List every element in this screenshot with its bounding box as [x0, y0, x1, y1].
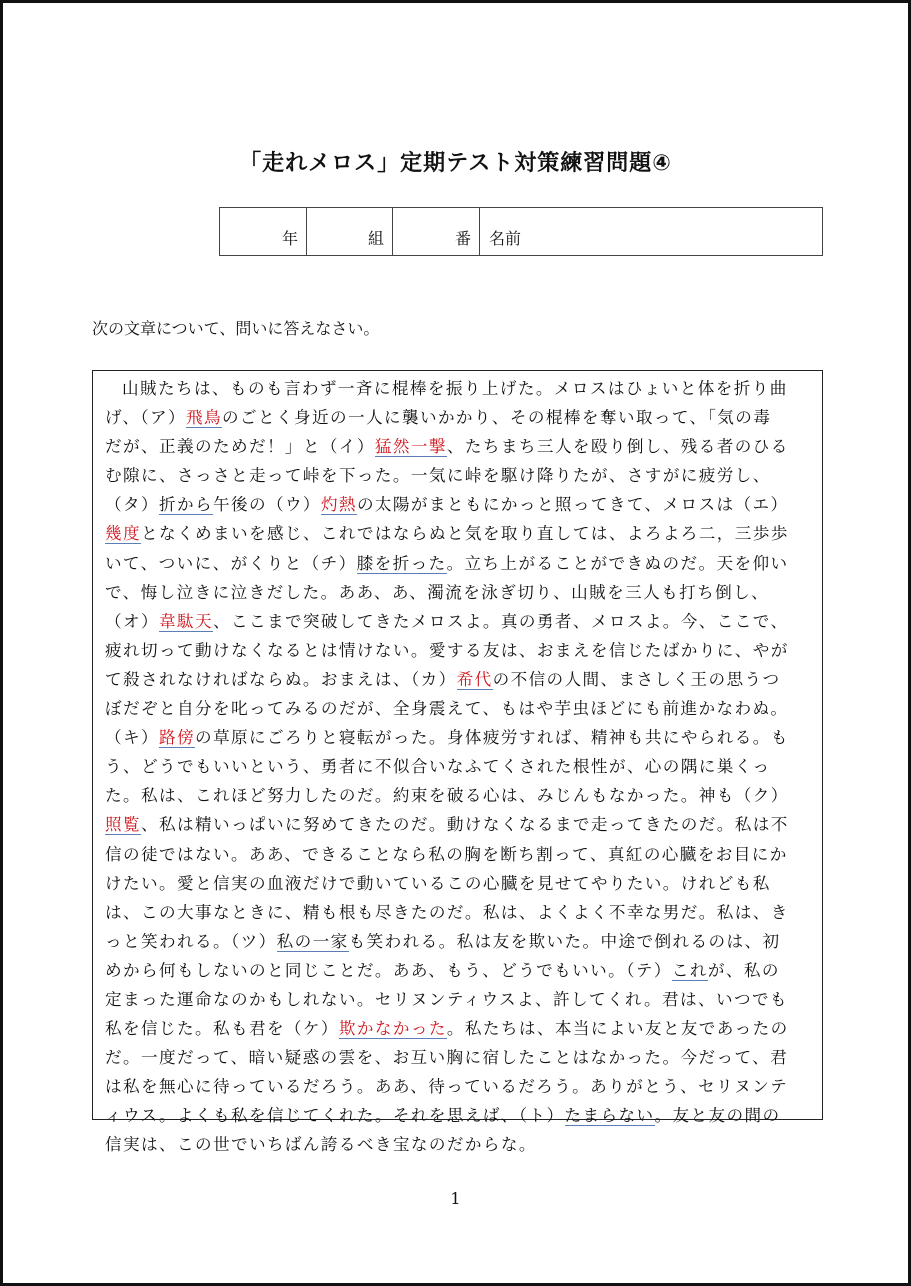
line-text: 。立ち上がることができぬのだ。天を仰い	[446, 553, 789, 573]
line-text: だが、正義のためだ！」と（イ）	[105, 437, 375, 457]
line-text: ぼだぞと自分を叱ってみるのだが、全身震えて、もはや芋虫ほどにも前進かなわぬ。	[105, 699, 789, 719]
passage-line	[105, 781, 810, 810]
term-ka: 希代	[456, 669, 493, 689]
class-cell[interactable]	[307, 208, 393, 255]
term-o: 韋駄天	[158, 611, 213, 631]
passage-line	[105, 869, 810, 898]
student-info-table	[219, 207, 823, 256]
passage-line	[105, 490, 810, 519]
passage-line	[105, 665, 810, 694]
year-cell[interactable]	[220, 208, 307, 255]
line-text: う、どうでもいいという、勇者に不似合いなふてくされた根性が、心の隅に巣くっ	[105, 757, 771, 777]
passage-line	[105, 461, 810, 490]
passage-line	[105, 403, 810, 432]
line-text: た。私は、これほど努力したのだ。約束を破る心は、みじんもなかった。神も（ク）	[105, 786, 789, 806]
line-text: 、たちまち三人を殴り倒し、残る者のひる	[446, 437, 789, 457]
line-text: 定まった運命なのかもしれない。セリヌンティウスよ、許してくれ。君は、いつでも	[105, 989, 788, 1009]
passage-text	[105, 374, 810, 1160]
passage-line	[105, 636, 810, 665]
year-label: 年	[281, 229, 298, 248]
passage-line	[105, 549, 810, 578]
passage-box	[92, 370, 823, 1155]
line-text: も笑われる。私は友を欺いた。中途で倒れるのは、初	[348, 931, 781, 951]
line-text: が、私の	[707, 960, 780, 980]
passage-line	[105, 1043, 810, 1072]
passage-line	[105, 840, 810, 869]
line-text: 、私は精いっぱいに努めてきたのだ。動けなくなるまで走ってきたのだ。私は不	[141, 815, 789, 835]
line-text: 疲れ切って動けなくなるとは情けない。愛する友は、おまえを信じたばかりに、やが	[105, 640, 789, 660]
term-u: 灼熱	[320, 495, 357, 515]
number-cell[interactable]	[393, 208, 480, 255]
name-label: 名前	[489, 229, 522, 248]
term-e: 幾度	[105, 524, 141, 544]
line-text: げ、（ア）	[105, 408, 187, 428]
term-ku: 照覧	[105, 815, 141, 835]
passage-line	[105, 956, 810, 985]
instruction-text: 次の文章について、問いに答えなさい。	[92, 319, 380, 338]
passage-line	[105, 1072, 810, 1101]
line-text: ィウス。よくも私を信じてくれた。それを思えば、（ト）	[105, 1106, 565, 1126]
line-text: の不信の人間、まさしく王の思うつ	[492, 669, 781, 689]
line-text: 信実は、この世でいちばん誇るべき宝なのだからな。	[105, 1135, 537, 1155]
line-text: は、この大事なときに、精も根も尽きたのだ。私は、よくよく不幸な男だ。私は、き	[105, 902, 789, 922]
phrase-tsu: 私の一家	[276, 931, 349, 951]
line-text: は私を無心に待っているだろう。ああ、待っているだろう。ありがとう、セリヌンテ	[105, 1077, 789, 1097]
line-text: 私を信じた。私も君を（ケ）	[105, 1019, 339, 1039]
line-text: の草原にごろりと寝転がった。身体疲労すれば、精神も共にやられる。も	[194, 728, 789, 748]
passage-line	[105, 519, 810, 548]
passage-line	[105, 1130, 810, 1159]
line-text: （キ）	[105, 728, 159, 748]
line-text: む隙に、さっさと走って峠を下った。一気に峠を駆け降りたが、さすがに疲労し、	[105, 466, 771, 486]
passage-line	[105, 374, 810, 403]
page-title: 「走れメロス」定期テスト対策練習問題④	[239, 151, 672, 176]
passage-line	[105, 1014, 810, 1043]
line-text: となくめまいを感じ、これではならぬと気を取り直しては、よろよろ二，三歩歩	[141, 524, 789, 544]
phrase-chi: 膝を折った	[356, 553, 447, 573]
passage-line	[105, 607, 810, 636]
passage-line	[105, 1101, 810, 1130]
phrase-to: たまらない	[564, 1106, 655, 1126]
line-text: めから何もしないのと同じことだ。ああ、もう、どうでもいい。（テ）	[105, 960, 672, 980]
passage-line	[105, 723, 810, 752]
number-label: 番	[454, 229, 471, 248]
line-text: いて、ついに、がくりと（チ）	[105, 553, 357, 573]
term-i: 猛然一撃	[374, 437, 447, 457]
line-text: の太陽がまともにかっと照ってきて、メロスは（エ）	[356, 495, 789, 515]
line-text: 山賊たちは、ものも言わず一斉に棍棒を振り上げた。メロスはひょいと体を折り曲	[122, 379, 788, 398]
line-text: のごとく身近の一人に襲いかかり、その棍棒を奪い取って、「気の毒	[222, 408, 772, 428]
term-ki: 路傍	[158, 728, 195, 748]
name-cell[interactable]	[480, 208, 822, 255]
line-text: 、ここまで突破してきたメロスよ。真の勇者、メロスよ。今、ここで、	[212, 611, 789, 631]
term-ke: 欺かなかった	[338, 1019, 447, 1039]
line-text: （オ）	[105, 611, 159, 631]
class-label: 組	[367, 229, 384, 248]
line-text: て殺されなければならぬ。おまえは、（カ）	[105, 669, 457, 689]
passage-line	[105, 578, 810, 607]
line-text: で、悔し泣きに泣きだした。ああ、あ、濁流を泳ぎ切り、山賊を三人も打ち倒し、	[105, 582, 770, 602]
passage-line	[105, 927, 810, 956]
passage-line	[105, 694, 810, 723]
line-text: 午後の（ウ）	[212, 495, 321, 515]
line-text: （タ）	[105, 495, 159, 515]
phrase-ta: 折から	[158, 495, 213, 515]
line-text: っと笑われる。（ツ）	[105, 931, 277, 951]
line-text: だ。一度だって、暗い疑惑の雲を、お互い胸に宿したことはなかった。今だって、君	[105, 1048, 789, 1068]
passage-line	[105, 432, 810, 461]
term-a: 飛鳥	[186, 408, 223, 428]
line-text: 。私たちは、本当によい友と友であったの	[446, 1019, 789, 1039]
line-text: けたい。愛と信実の血液だけで動いているこの心臓を見せてやりたい。けれども私	[105, 873, 771, 893]
passage-line	[105, 898, 810, 927]
passage-line	[105, 752, 810, 781]
line-text: 信の徒ではない。ああ、できることなら私の胸を断ち割って、真紅の心臓をお目にか	[105, 844, 788, 864]
passage-line	[105, 985, 810, 1014]
line-text: 。友と友の間の	[654, 1106, 781, 1126]
passage-line	[105, 810, 810, 839]
phrase-te: これ	[671, 960, 708, 980]
page-number: 1	[450, 1189, 461, 1208]
